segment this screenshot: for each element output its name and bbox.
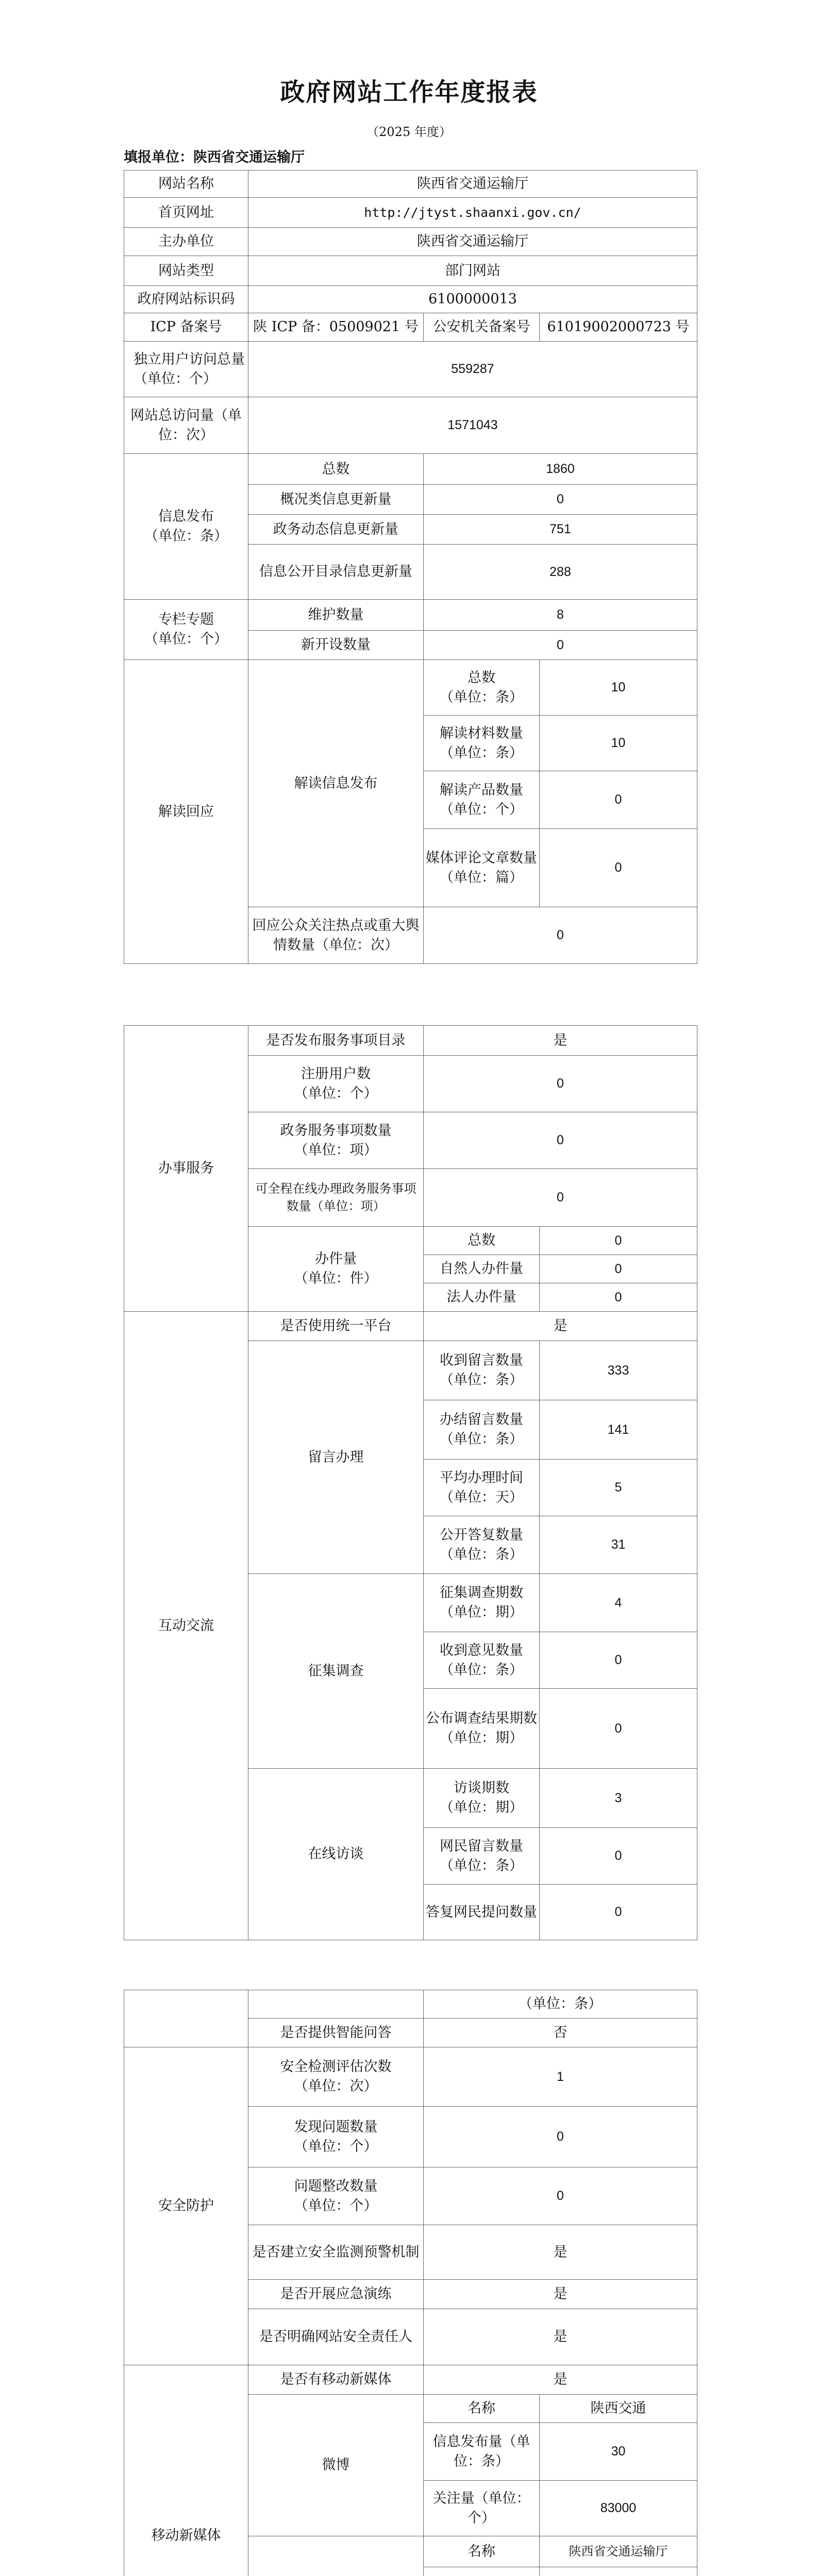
police-value: 61019002000723 号: [540, 313, 697, 342]
row-label: 收到意见数量 （单位：条）: [424, 1632, 540, 1689]
site-name-value: 陕西省交通运输厅: [248, 171, 697, 198]
talk-a-value: 0: [540, 1885, 697, 1940]
service-catalog-value: 是: [424, 1026, 697, 1056]
msg-done-value: 141: [540, 1400, 697, 1460]
interact-survey-label: 征集调查: [248, 1574, 424, 1769]
msg-pub-value: 31: [540, 1516, 697, 1574]
security-section-label: 安全防护: [124, 2047, 248, 2365]
info-total-value: 1860: [424, 454, 697, 485]
column-maintain-value: 8: [424, 600, 697, 631]
row-label: 访谈期数 （单位：期）: [424, 1769, 540, 1828]
table-row: [124, 660, 697, 716]
row-label: 政府网站标识码: [124, 286, 248, 313]
service-section-label: 办事服务: [124, 1026, 248, 1312]
talk-q-value: 0: [540, 1828, 697, 1885]
site-type-value: 部门网站: [248, 256, 697, 286]
row-label: 概况类信息更新量: [248, 485, 424, 515]
weibo-fans-value: 83000: [540, 2481, 697, 2536]
service-items-value: 0: [424, 1112, 697, 1169]
interact-msg-label: 留言办理: [248, 1341, 424, 1574]
security-warn-value: 是: [424, 2225, 697, 2280]
row-label: 平均办理时间 （单位：天）: [424, 1460, 540, 1516]
column-section-label: 专栏专题 （单位：个）: [124, 600, 248, 660]
weibo-label: 微博: [248, 2395, 424, 2536]
row-label: 发现问题数量 （单位：个）: [248, 2107, 424, 2167]
row-label: 政务动态信息更新量: [248, 515, 424, 545]
row-label: 解读产品数量 （单位：个）: [424, 771, 540, 829]
weibo-name-value: 陕西交通: [540, 2395, 697, 2423]
interact-section-label: 互动交流: [124, 1312, 248, 1940]
survey-op-value: 0: [540, 1632, 697, 1689]
info-news-value: 751: [424, 515, 697, 545]
table-row: [124, 2047, 697, 2107]
report-year: （2025 年度）: [366, 125, 452, 139]
table-row: [124, 2365, 697, 2395]
report-title: 政府网站工作年度报表: [280, 78, 538, 107]
service-cases-total-value: 0: [540, 1227, 697, 1255]
talk-num-value: 3: [540, 1769, 697, 1828]
home-url-value[interactable]: http://jtyst.shaanxi.gov.cn/: [248, 198, 697, 228]
table-row: [124, 313, 697, 342]
interpret-material-value: 10: [540, 716, 697, 771]
info-section-label: 信息发布 （单位：条）: [124, 454, 248, 600]
table-row: [124, 171, 697, 198]
row-label: 自然人办件量: [424, 1255, 540, 1283]
row-label: 是否建立安全监测预警机制: [248, 2225, 424, 2280]
row-label: 问题整改数量 （单位：个）: [248, 2167, 424, 2225]
row-label: 是否开展应急演练: [248, 2280, 424, 2309]
row-label: 注册用户数 （单位：个）: [248, 1056, 424, 1112]
row-label: 关注量（单位：个）: [424, 2481, 540, 2536]
row-label: 答复网民提问数量: [424, 1885, 540, 1940]
reporting-unit: 填报单位：陕西省交通运输厅: [124, 149, 305, 165]
table-row: [124, 1312, 697, 1341]
table-row: [124, 256, 697, 286]
row-label: ICP 备案号: [124, 313, 248, 342]
row-label: 是否使用统一平台: [248, 1312, 424, 1341]
info-overview-value: 0: [424, 485, 697, 515]
row-label: 征集调查期数 （单位：期）: [424, 1574, 540, 1632]
icp-value: 陕 ICP 备：05009021 号: [248, 313, 424, 342]
row-label: 法人办件量: [424, 1283, 540, 1312]
security-drill-value: 是: [424, 2280, 697, 2309]
security-duty-value: 是: [424, 2309, 697, 2365]
table-row: [124, 1990, 697, 2019]
row-label: 维护数量: [248, 600, 424, 631]
row-label: 总数 （单位：条）: [424, 660, 540, 716]
row-label: 信息公开目录信息更新量: [248, 545, 424, 600]
table-row: [124, 198, 697, 228]
report-table-service: [124, 1025, 697, 1940]
row-label: 可全程在线办理政务服务事项数量（单位：项）: [248, 1169, 424, 1227]
interact-continued-cell: [124, 1990, 248, 2047]
report-table-basic: [124, 170, 697, 964]
table-row: [124, 228, 697, 256]
row-label: 信息发布量（单位：条）: [424, 2423, 540, 2481]
row-label: 网站名称: [124, 171, 248, 198]
msg-recv-value: 333: [540, 1341, 697, 1400]
row-label: 是否发布服务事项目录: [248, 1026, 424, 1056]
row-label: 网站总访问量（单位：次）: [124, 397, 248, 454]
interpret-product-value: 0: [540, 771, 697, 829]
row-label: 名称: [424, 2395, 540, 2423]
ai-value: 否: [424, 2019, 697, 2047]
mobile-section-label: 移动新媒体: [124, 2365, 248, 2576]
info-catalog-value: 288: [424, 545, 697, 600]
row-label: 解读材料数量 （单位：条）: [424, 716, 540, 771]
table-row: [124, 342, 697, 397]
interact-talk-label: 在线访谈: [248, 1769, 424, 1940]
security-fixed-value: 0: [424, 2167, 697, 2225]
talk-a-unit: （单位：条）: [424, 1990, 697, 2019]
pv-value: 1571043: [248, 397, 697, 454]
row-label: 总数: [424, 1227, 540, 1255]
service-users-value: 0: [424, 1056, 697, 1112]
row-label: 主办单位: [124, 228, 248, 256]
table-row: [124, 1026, 697, 1056]
row-label: 公开答复数量 （单位：条）: [424, 1516, 540, 1574]
row-label: 新开设数量: [248, 631, 424, 660]
interpret-media-value: 0: [540, 829, 697, 907]
row-label: 公布调查结果期数 （单位：期）: [424, 1689, 540, 1769]
row-label: 首页网址: [124, 198, 248, 228]
row-label: 办结留言数量 （单位：条）: [424, 1400, 540, 1460]
row-label: 网站类型: [124, 256, 248, 286]
row-label: 办件量 （单位：件）: [248, 1227, 424, 1312]
sponsor-value: 陕西省交通运输厅: [248, 228, 697, 256]
weibo-posts-value: 30: [540, 2423, 697, 2481]
row-label: 安全检测评估次数 （单位：次）: [248, 2047, 424, 2107]
report-table-security: [124, 1990, 697, 2576]
security-found-value: 0: [424, 2107, 697, 2167]
interact-platform-value: 是: [424, 1312, 697, 1341]
row-label: 是否有移动新媒体: [248, 2365, 424, 2395]
site-id-value: 6100000013: [248, 286, 697, 313]
wechat-label: [248, 2536, 424, 2576]
wechat-posts-value: [540, 2567, 697, 2576]
mobile-has-value: 是: [424, 2365, 697, 2395]
row-label: 公安机关备案号: [424, 313, 540, 342]
table-row: [124, 397, 697, 454]
table-row: [124, 454, 697, 485]
msg-time-value: 5: [540, 1460, 697, 1516]
row-label: 回应公众关注热点或重大舆情数量（单位：次）: [248, 907, 424, 964]
service-cases-person-value: 0: [540, 1255, 697, 1283]
interpret-section-label: 解读回应: [124, 660, 248, 964]
interpret-sub-label: 解读信息发布: [248, 660, 424, 907]
row-label: [424, 2567, 540, 2576]
security-eval-value: 1: [424, 2047, 697, 2107]
row-label: 是否明确网站安全责任人: [248, 2309, 424, 2365]
table-row: [124, 600, 697, 631]
row-label: 独立用户访问总量（单位：个）: [124, 342, 248, 397]
column-new-value: 0: [424, 631, 697, 660]
service-online-value: 0: [424, 1169, 697, 1227]
row-label: 收到留言数量 （单位：条）: [424, 1341, 540, 1400]
service-cases-legal-value: 0: [540, 1283, 697, 1312]
table-row: [124, 286, 697, 313]
uv-value: 559287: [248, 342, 697, 397]
row-label: 媒体评论文章数量 （单位：篇）: [424, 829, 540, 907]
wechat-name-value: 陕西省交通运输厅: [540, 2536, 697, 2567]
row-label: 是否提供智能问答: [248, 2019, 424, 2047]
row-label: 名称: [424, 2536, 540, 2567]
interpret-respond-value: 0: [424, 907, 697, 964]
survey-num-value: 4: [540, 1574, 697, 1632]
survey-res-value: 0: [540, 1689, 697, 1769]
row-label: 总数: [248, 454, 424, 485]
row-label: 政务服务事项数量 （单位：项）: [248, 1112, 424, 1169]
interact-continued-cell: [248, 1990, 424, 2019]
interpret-total-value: 10: [540, 660, 697, 716]
row-label: 网民留言数量 （单位：条）: [424, 1828, 540, 1885]
